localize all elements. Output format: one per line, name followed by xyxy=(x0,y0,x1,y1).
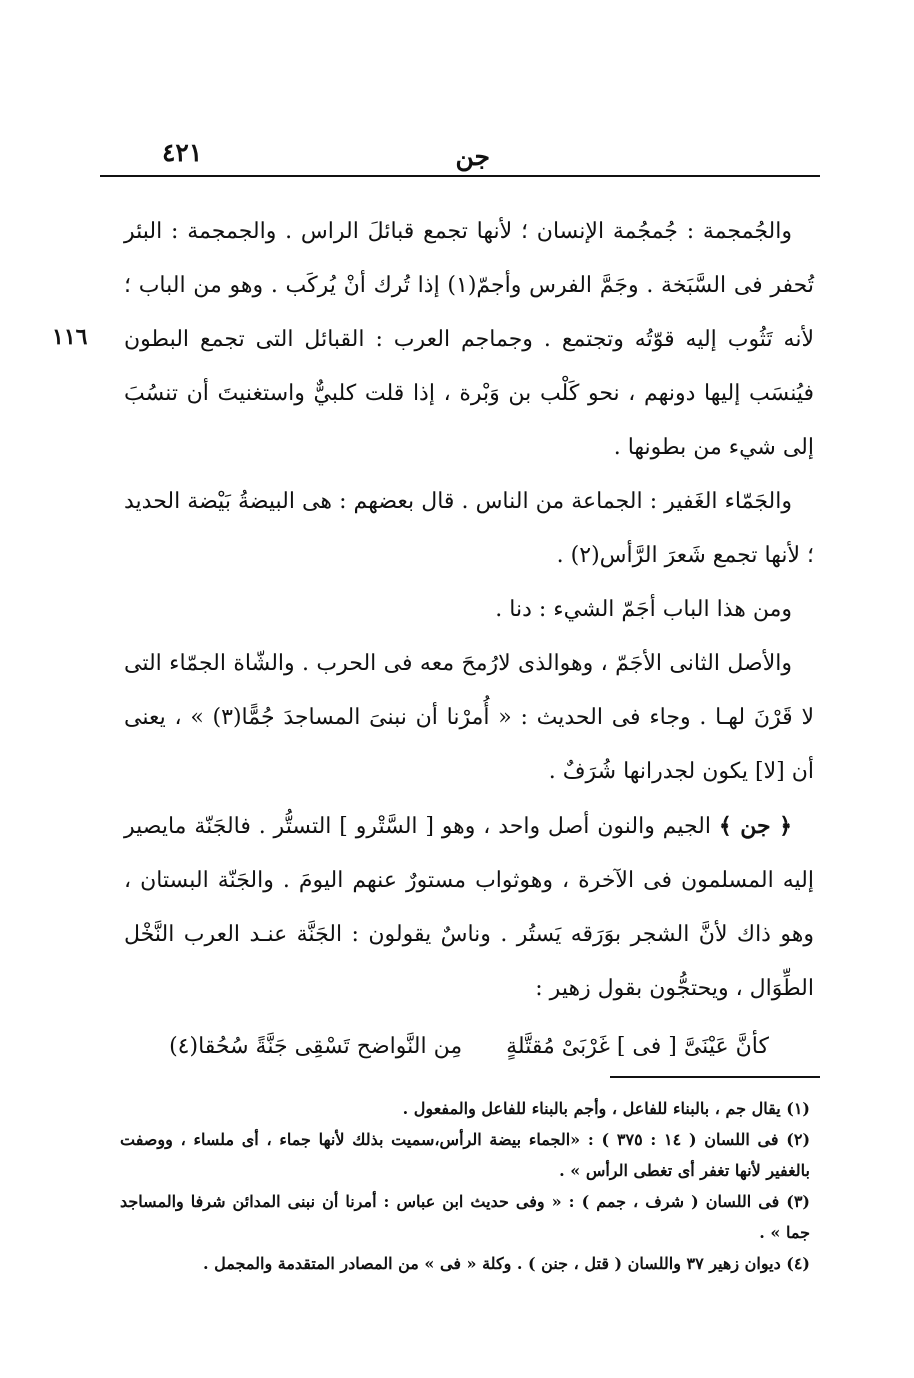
footnote-rule xyxy=(610,1076,820,1078)
footnote-3: (٣) فى اللسان ( شرف ، جمم ) : « وفى حديث ابن عباس : أمرنا أن نبنى المدائن شرفا والمساجد جما » . xyxy=(120,1192,810,1242)
footnote-1: (١) يقال جم ، بالبناء للفاعل ، وأجم بالبناء للفاعل والمفعول . xyxy=(402,1099,810,1118)
footnote-4: (٤) ديوان زهير ٣٧ واللسان ( قتل ، جنن ) . وكلة « فى » من المصادر المتقدمة والمجمل . xyxy=(203,1254,810,1273)
page-header xyxy=(100,138,820,178)
verse-second-hemistich: مِن النَّواضح تَسْقِى جَنَّةً سُحُقا(٤) xyxy=(169,1034,463,1059)
entry-jinn xyxy=(124,799,814,1016)
footnote-2: (٢) فى اللسان ( ١٤ : ٣٧٥ ) : «الجماء بيضة الرأس،سميت بذلك لأنها جماء ، أى ملساء ، ووصفت بالغفير لأنها تغفر أى تغطى الرأس » . xyxy=(120,1130,811,1180)
paragraph-jamma-ghafir: والجَمّاء الغَفير : الجماعة من الناس . قال بعضهم : هى البيضةُ بَيْضة الحديد ؛ لأنها تجمع شَعرَ الرَّأس(٢) . xyxy=(124,489,814,568)
verse-first-hemistich: كأنَّ عَيْنَىَّ [ فى ] غَرْبَىْ مُقتَّلةٍ xyxy=(506,1034,769,1059)
entry-text: الجيم والنون أصل واحد ، وهو [ السَّتْرو ] التستُّر . فالجَنّة مايصير إليه المسلمون فى الآخرة ، وهوثواب مستورٌ عنهم اليومَ . والجَنّة البستان ، وهو ذاك لأنَّ الشجر بوَرَقه يَستُر . وناسٌ يقولون : الجَنَّة عنـد العرب النَّخْل الطِّوَال ، ويحتجُّون بقول زهير : xyxy=(124,814,814,1001)
running-head-entry: جن xyxy=(455,142,490,171)
paragraph-ajamma: ومن هذا الباب أجَمّ الشيء : دنا . xyxy=(495,597,792,622)
poetry-verse xyxy=(124,1020,814,1074)
footnote-separator xyxy=(100,1076,820,1080)
footnotes xyxy=(120,1093,810,1279)
margin-number: ١١٦ xyxy=(52,324,88,350)
paragraph-second-root: والأصل الثانى الأجَمّ ، وهوالذى لارُمحَ معه فى الحرب . والشّاة الجمّاء التى لا قَرْنَ لهـا . وجاء فى الحديث : « أُمرْنا أن نبنىَ المساجدَ جُمًّا(٣) » ، يعنى أن [لا] يكون لجدرانها شُرَفٌ . xyxy=(124,651,814,784)
page-number: ٤٢١ xyxy=(162,138,203,167)
main-text xyxy=(124,205,814,1074)
paragraph-jumjuma: والجُمجمة : جُمجُمة الإنسان ؛ لأنها تجمع قبائلَ الراس . والجمجمة : البئر تُحفر فى السَّبَخة . وجَمَّ الفرس وأجمّ(١) إذا تُرك أنْ يُركَب . وهو من الباب ؛ لأنه تَثُوب إليه قوّتُه وتجتمع . وجماجم العرب : القبائل التى تجمع البطون فيُنسَب إليها دونهم ، نحو كَلْب بن وَبْرة ، إذا قلت كلبيٌّ واستغنيتَ أن تنسُبَ إلى شيء من بطونها . xyxy=(124,219,814,460)
header-rule xyxy=(100,175,820,177)
entry-heading: ﴿ جن ﴾ xyxy=(718,813,792,839)
